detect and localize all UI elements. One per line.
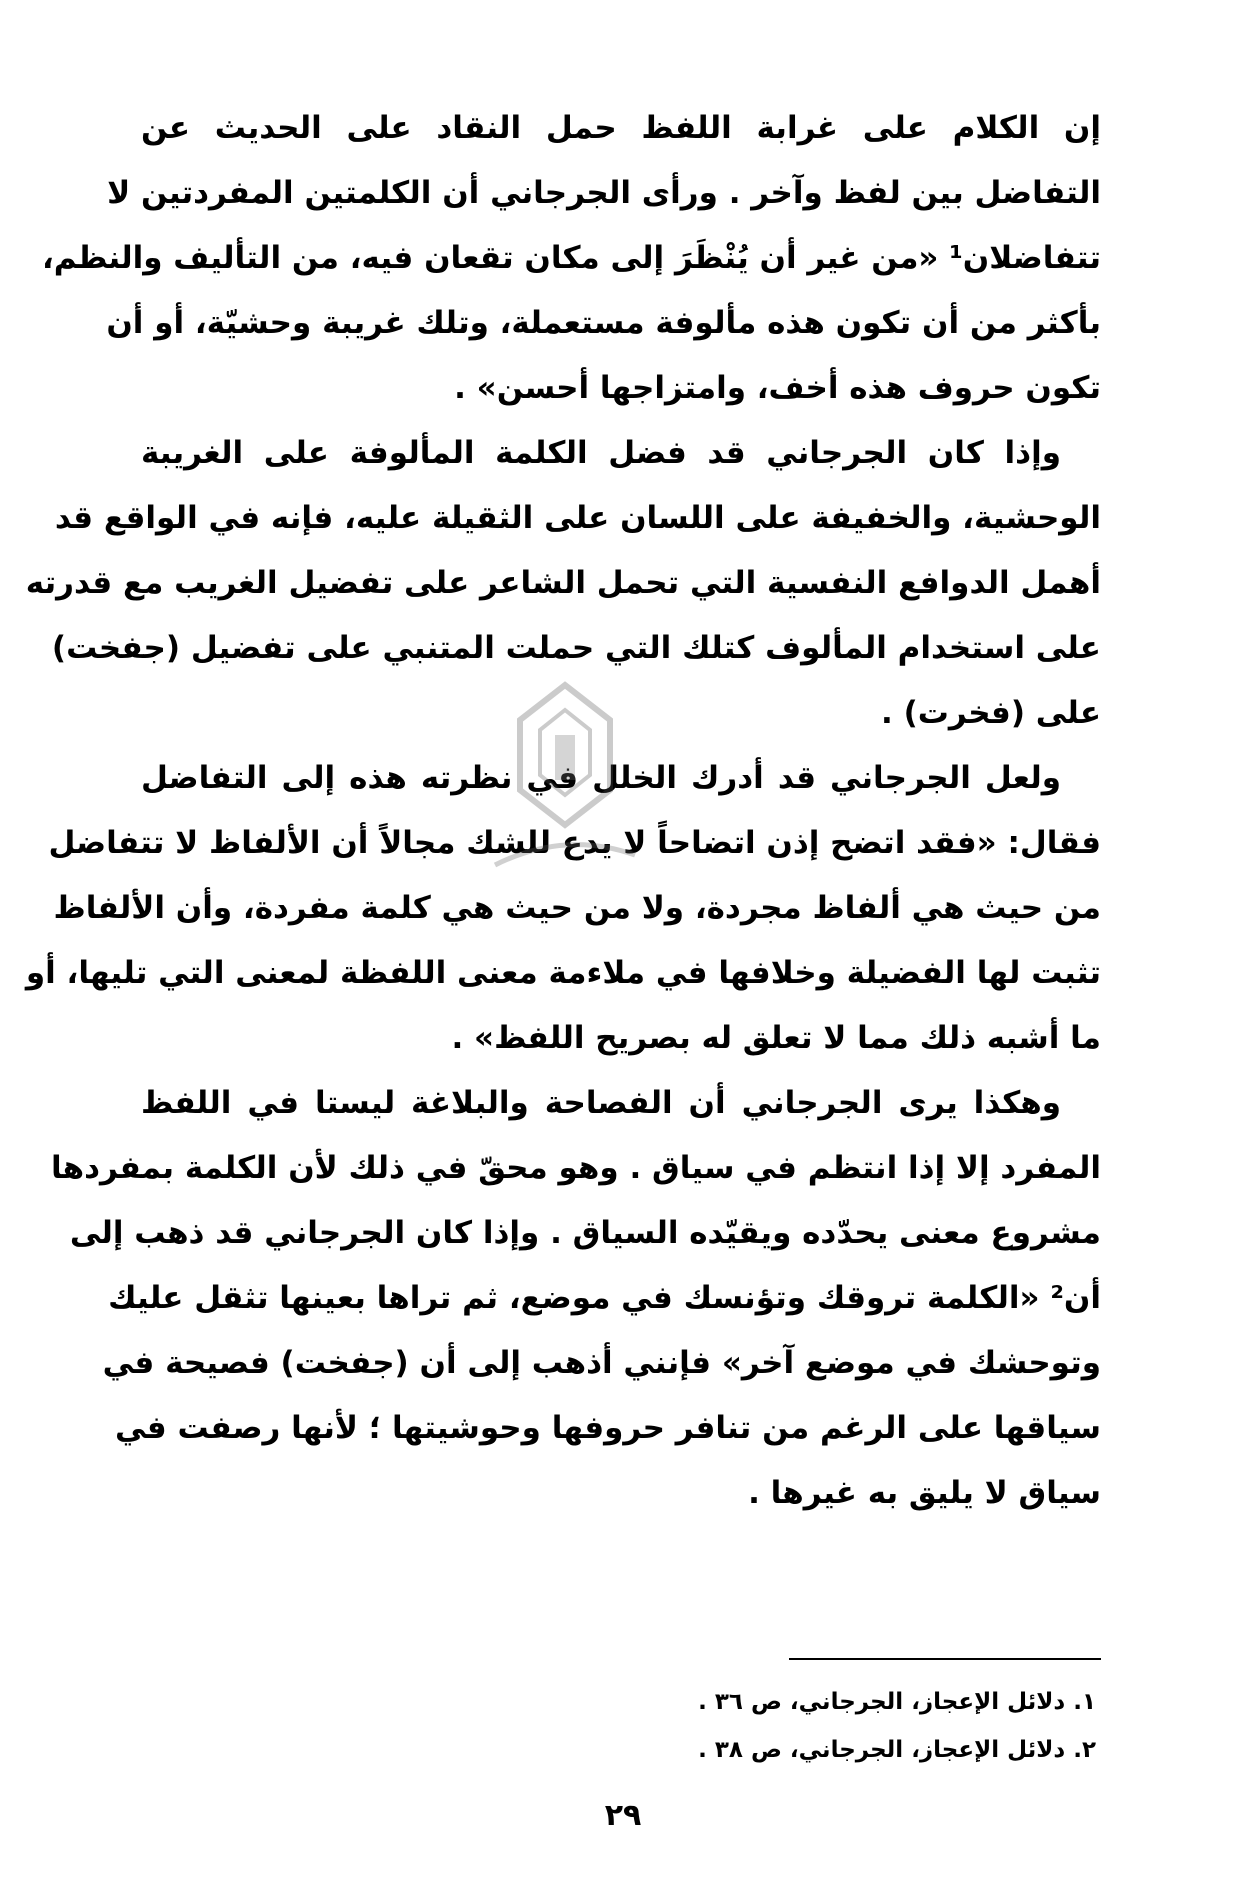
text-line: وتوحشك في موضع آخر» فإنني أذهب إلى أن (جفخت) فصيحة في xyxy=(102,1345,1101,1381)
text-line: سياقها على الرغم من تنافر حروفها وحوشيتها ؛ لأنها رصفت في xyxy=(114,1410,1101,1446)
text-line: فقال: «فقد اتضح إذن اتضاحاً لا يدع للشك مجالاً أن الألفاظ لا تتفاضل xyxy=(48,825,1101,861)
text-line: ولعل الجرجاني قد أدرك الخلل في نظرته هذه إلى التفاضل xyxy=(141,760,1061,796)
footnotes xyxy=(396,1678,1096,1774)
text-line: من حيث هي ألفاظ مجردة، ولا من حيث هي كلمة مفردة، وأن الألفاظ xyxy=(53,890,1101,926)
text-line: أن² «الكلمة تروقك وتؤنسك في موضع، ثم تراها بعينها تثقل عليك xyxy=(108,1280,1101,1316)
text-line: أهمل الدوافع النفسية التي تحمل الشاعر على تفضيل الغريب مع قدرته xyxy=(25,565,1101,601)
footnote-separator xyxy=(789,1658,1101,1660)
text-line: وإذا كان الجرجاني قد فضل الكلمة المألوفة على الغريبة xyxy=(141,435,1061,471)
text-line: تكون حروف هذه أخف، وامتزاجها أحسن» . xyxy=(454,370,1101,406)
text-line: سياق لا يليق به غيرها . xyxy=(748,1475,1101,1511)
text-line: ما أشبه ذلك مما لا تعلق له بصريح اللفظ» . xyxy=(451,1020,1101,1056)
text-line: بأكثر من أن تكون هذه مألوفة مستعملة، وتلك غريبة وحشيّة، أو أن xyxy=(106,305,1101,341)
text-line: على (فخرت) . xyxy=(881,695,1101,731)
watermark-seal-icon xyxy=(485,680,645,890)
text-line: إن الكلام على غرابة اللفظ حمل النقاد على الحديث عن xyxy=(141,110,1101,146)
footnote: ٢. دلائل الإعجاز، الجرجاني، ص ٣٨ . xyxy=(698,1737,1096,1763)
text-line: الوحشية، والخفيفة على اللسان على الثقيلة عليه، فإنه في الواقع قد xyxy=(54,500,1101,536)
text-line: التفاضل بين لفظ وآخر . ورأى الجرجاني أن الكلمتين المفردتين لا xyxy=(107,175,1101,211)
text-line: وهكذا يرى الجرجاني أن الفصاحة والبلاغة ليستا في اللفظ xyxy=(141,1085,1061,1121)
text-line: مشروع معنى يحدّده ويقيّده السياق . وإذا كان الجرجاني قد ذهب إلى xyxy=(69,1215,1101,1251)
footnote: ١. دلائل الإعجاز، الجرجاني، ص ٣٦ . xyxy=(698,1689,1096,1715)
text-line: تتفاضلان¹ «من غير أن يُنْظَرَ إلى مكان تقعان فيه، من التأليف والنظم، xyxy=(42,240,1101,276)
text-line: المفرد إلا إذا انتظم في سياق . وهو محقّ في ذلك لأن الكلمة بمفردها xyxy=(51,1150,1101,1186)
page-number: ٢٩ xyxy=(604,1798,642,1833)
text-line: تثبت لها الفضيلة وخلافها في ملاءمة معنى اللفظة لمعنى التي تليها، أو xyxy=(25,955,1101,991)
text-line: على استخدام المألوف كتلك التي حملت المتنبي على تفضيل (جفخت) xyxy=(51,630,1101,666)
